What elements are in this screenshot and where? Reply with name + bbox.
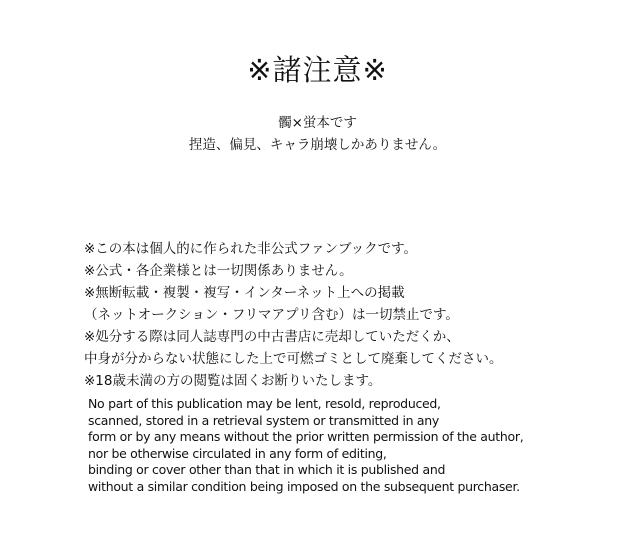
note-line: ※18歳未満の方の閲覧は固くお断りいたします。 (84, 373, 382, 389)
subtitle-line: 髑×蛍本です (278, 115, 357, 131)
copyright-line: No part of this publication may be lent, resold, reproduced, (88, 396, 441, 411)
copyright-line: scanned, stored in a retrieval system or transmitted in any (88, 412, 440, 428)
note-line: ※この本は個人的に作られた非公式ファンブックです。 (84, 241, 418, 257)
copyright-line: nor be otherwise circulated in any form of editing, (88, 445, 387, 461)
note-line: （ネットオークション・フリマアプリ含む）は一切禁止です。 (84, 307, 459, 323)
copyright-line: form or by any means without the prior written permission of the author, (88, 429, 524, 444)
subtitle-block (0, 112, 635, 156)
note-line: ※無断転載・複製・複写・インターネット上への掲載 (84, 285, 405, 301)
note-line: ※公式・各企業様とは一切関係ありません。 (84, 263, 353, 279)
note-line: ※処分する際は同人誌専門の中古書店に売却していただくか、 (84, 329, 460, 345)
copyright-line: binding or cover other than that in which it is published and (88, 462, 446, 477)
subtitle-line: 捏造、偏見、キャラ崩壊しかありません。 (188, 137, 447, 153)
page-title: ※諸注意※ (247, 53, 388, 87)
copyright-line: without a similar condition being imposed on the subsequent purchaser. (88, 478, 520, 494)
copyright-notice (88, 396, 523, 495)
notes-block (84, 238, 503, 392)
note-line: 中身が分からない状態にした上で可燃ゴミとして廃棄してください。 (84, 351, 503, 367)
